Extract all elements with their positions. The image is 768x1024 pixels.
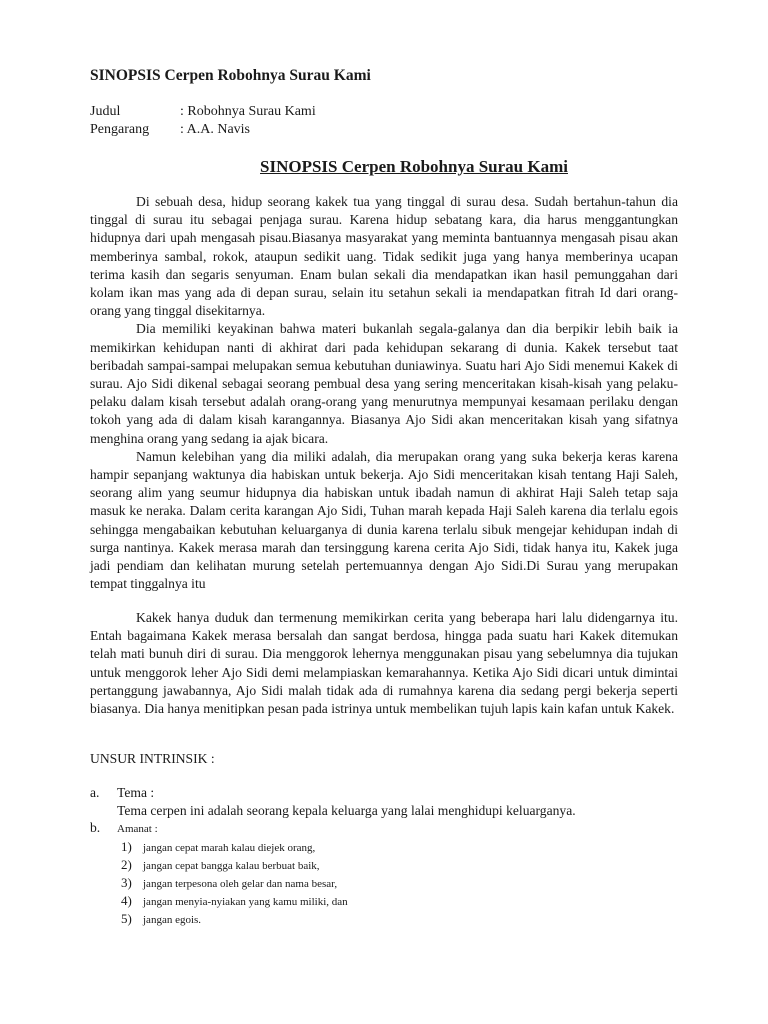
list-text: jangan terpesona oleh gelar dan nama besar, [143,878,338,890]
document-title: SINOPSIS Cerpen Robohnya Surau Kami [90,67,371,84]
list-text: jangan egois. [143,914,202,926]
list-number: 1) [121,839,132,854]
list-text: jangan cepat marah kalau diejek orang, [143,842,316,854]
synopsis-heading: SINOPSIS Cerpen Robohnya Surau Kami [260,157,568,176]
list-marker: a. [90,785,100,800]
amanat-item [90,820,158,836]
amanat-list [121,838,348,928]
meta-row-pengarang [90,122,250,138]
list-item [121,838,348,856]
list-marker: b. [90,820,101,835]
list-text: jangan cepat bangga kalau berbuat baik, [143,860,320,872]
meta-label: Pengarang [90,122,150,137]
list-item [121,910,348,928]
meta-row-judul [90,104,316,120]
synopsis-body [90,193,678,593]
amanat-label: Amanat : [117,823,158,835]
paragraph: Namun kelebihan yang dia miliki adalah, dia merupakan orang yang suka bekerja keras karena hampir sepanjang waktunya dia habiskan untuk bekerja. Ajo Sidi menceritakan kisah tentang Haji Saleh, seorang alim yang seumur hidupnya dia habiskan untuk ibadah namun di akhirat Haji Saleh tetap saja masuk ke neraka. Dalam cerita karangan Ajo Sidi, Tuhan marah kepada Haji Saleh karena dia terlalu egois sehingga mengabaikan kebutuhan keluarganya di dunia karena terlalu sibuk mengejar kehidupan indah di surga nantinya. Kakek merasa marah dan tersinggung karena cerita Ajo Sidi, tidak hanya itu, Kakek juga jadi pendiam dan kelihatan murung setelah pertemuannya dengan Ajo Sidi.Di Surau yang merupakan tempat tinggalnya itu [90,448,678,592]
section-heading: UNSUR INTRINSIK : [90,751,215,766]
meta-value: : A.A. Navis [180,122,250,137]
tema-label: Tema : [117,785,155,800]
list-number: 2) [121,857,132,872]
meta-value: : Robohnya Surau Kami [180,104,316,119]
paragraph: Kakek hanya duduk dan termenung memikirkan cerita yang beberapa hari lalu didengarnya itu. Entah bagaimana Kakek merasa bersalah dan sangat berdosa, hingga pada suatu hari Kakek ditemukan telah mati bunuh diri di surau. Dia menggorok lehernya menggunakan pisau yang sebelumnya dia tujukan untuk menggorok leher Ajo Sidi demi melampiaskan kemarahannya. Ketika Ajo Sidi dicari untuk dimintai pertanggung jawabannya, Ajo Sidi malah tidak ada di rumahnya karena dia sedang pergi bekerja seperti biasanya. Dia hanya menitipkan pesan pada istrinya untuk membelikan tujuh lapis kain kafan untuk Kakek. [90,610,678,717]
synopsis-body-continued [90,609,678,718]
meta-label: Judul [90,104,121,119]
list-item [121,874,348,892]
list-text: jangan menyia-nyiakan yang kamu miliki, dan [143,896,348,908]
tema-item [90,785,154,801]
tema-description: Tema cerpen ini adalah seorang kepala keluarga yang lalai menghidupi keluarganya. [117,803,576,818]
list-number: 3) [121,875,132,890]
list-item [121,856,348,874]
list-number: 5) [121,911,132,926]
list-item [121,892,348,910]
paragraph: Dia memiliki keyakinan bahwa materi bukanlah segala-galanya dan dia berpikir lebih baik ia memikirkan kehidupan nanti di akhirat dari pada kehidupan sekarang di dunia. Kakek tersebut taat beribadah sampai-sampai melupakan semua kebutuhan duniawinya. Suatu hari Ajo Sidi menemui Kakek di surau. Ajo Sidi dikenal sebagai seorang pembual desa yang sering menceritakan kisah-kisah yang pelaku-pelaku dalam kisah tersebut adalah orang-orang yang menurutnya mempunyai kesamaan perilaku dengan tokoh yang ada di dalam kisah karangannya. Biasanya Ajo Sidi akan menceritakan kisah yang sifatnya menghina orang yang sedang ia ajak bicara. [90,321,678,446]
list-number: 4) [121,893,132,908]
paragraph: Di sebuah desa, hidup seorang kakek tua yang tinggal di surau desa. Sudah bertahun-tahun dia tinggal di surau itu sebagai penjaga surau. Karena hidup sebatang kara, dia harus menggantungkan hidupnya dari upah mengasah pisau.Biasanya masyarakat yang meminta bantuannya mengasah pisau akan memberinya sambal, rokok, ataupun sedikit uang. Tidak sedikit juga yang hanya memberinya ucapan terima kasih dan segaris senyuman. Enam bulan sekali dia mendapatkan ikan hasil pemunggahan dari kolam ikan mas yang ada di depan surau, selain itu setahun sekali ia mendapatkan fitrah Id dari orang-orang yang tinggal disekitarnya. [90,194,678,319]
